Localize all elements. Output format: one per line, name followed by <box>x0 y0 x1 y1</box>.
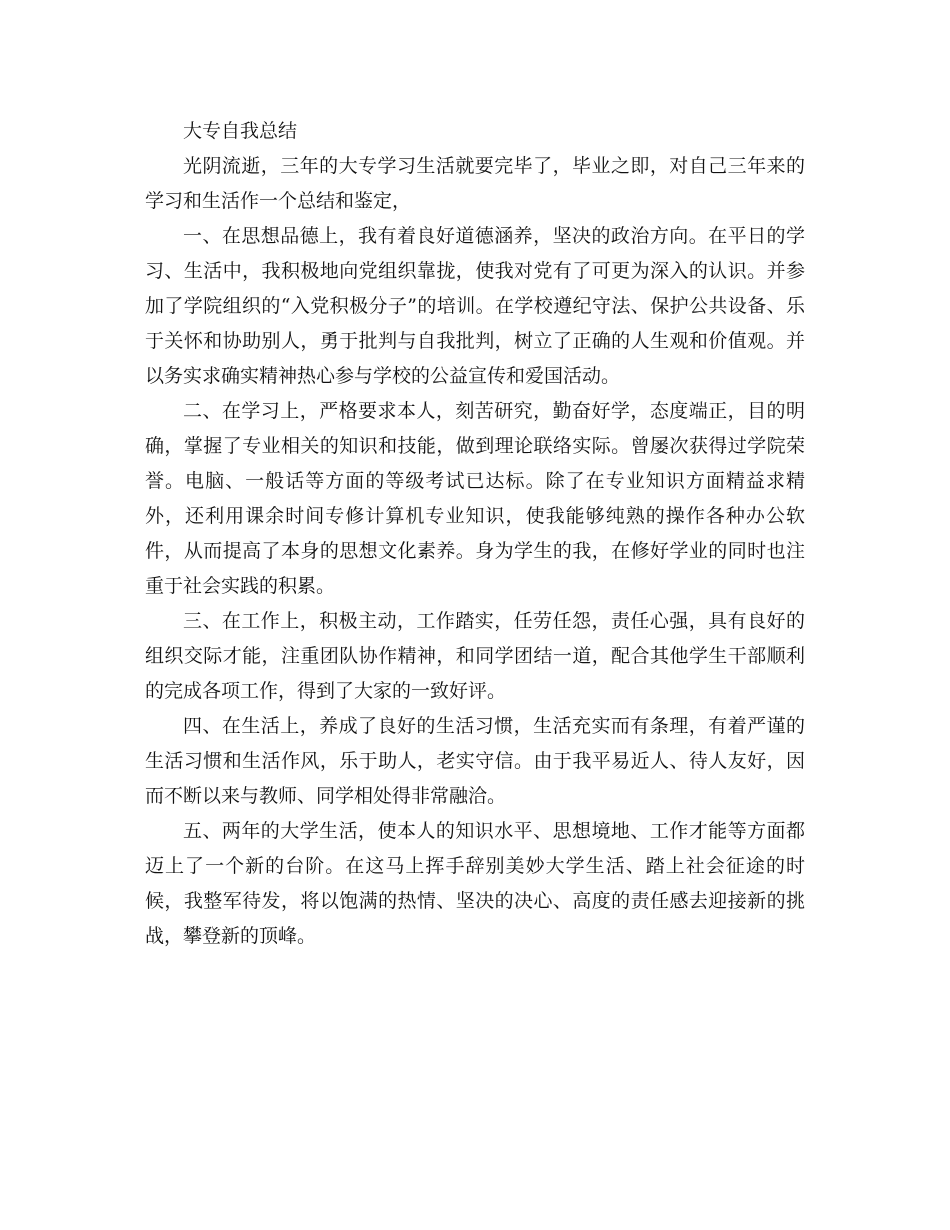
paragraph-ideology: 一、在思想品德上，我有着良好道德涵养，坚决的政治方向。在平日的学习、生活中，我积极地向党组织靠拢，使我对党有了可更为深入的认识。并参加了学院组织的“入党积极分子”的培训。在学校遵纪守法、保护公共设备、乐于关怀和协助别人，勇于批判与自我批判，树立了正确的人生观和价值观。并以务实求确实精神热心参与学校的公益宣传和爱国活动。 <box>145 225 805 387</box>
document-body <box>145 114 805 954</box>
paragraph-life: 四、在生活上，养成了良好的生活习惯，生活充实而有条理，有着严谨的生活习惯和生活作风，乐于助人，老实守信。由于我平易近人、待人友好，因而不断以来与教师、同学相处得非常融洽。 <box>145 715 805 807</box>
paragraph-conclusion: 五、两年的大学生活，使本人的知识水平、思想境地、工作才能等方面都迈上了一个新的台阶。在这马上挥手辞别美妙大学生活、踏上社会征途的时候，我整军待发，将以饱满的热情、坚决的决心、高度的责任感去迎接新的挑战，攀登新的顶峰。 <box>145 820 805 947</box>
document-title: 大专自我总结 <box>183 120 298 142</box>
paragraph-work: 三、在工作上，积极主动，工作踏实，任劳任怨，责任心强，具有良好的组织交际才能，注重团队协作精神，和同学团结一道，配合其他学生干部顺利的完成各项工作，得到了大家的一致好评。 <box>145 610 805 702</box>
paragraph-intro: 光阴流逝，三年的大专学习生活就要完毕了，毕业之即，对自己三年来的学习和生活作一个总结和鉴定， <box>145 155 805 212</box>
paragraph-study: 二、在学习上，严格要求本人，刻苦研究，勤奋好学，态度端正，目的明确，掌握了专业相关的知识和技能，做到理论联络实际。曾屡次获得过学院荣誉。电脑、一般话等方面的等级考试已达标。除了在专业知识方面精益求精外，还利用课余时间专修计算机专业知识，使我能够纯熟的操作各种办公软件，从而提高了本身的思想文化素养。身为学生的我，在修好学业的同时也注重于社会实践的积累。 <box>145 400 805 597</box>
